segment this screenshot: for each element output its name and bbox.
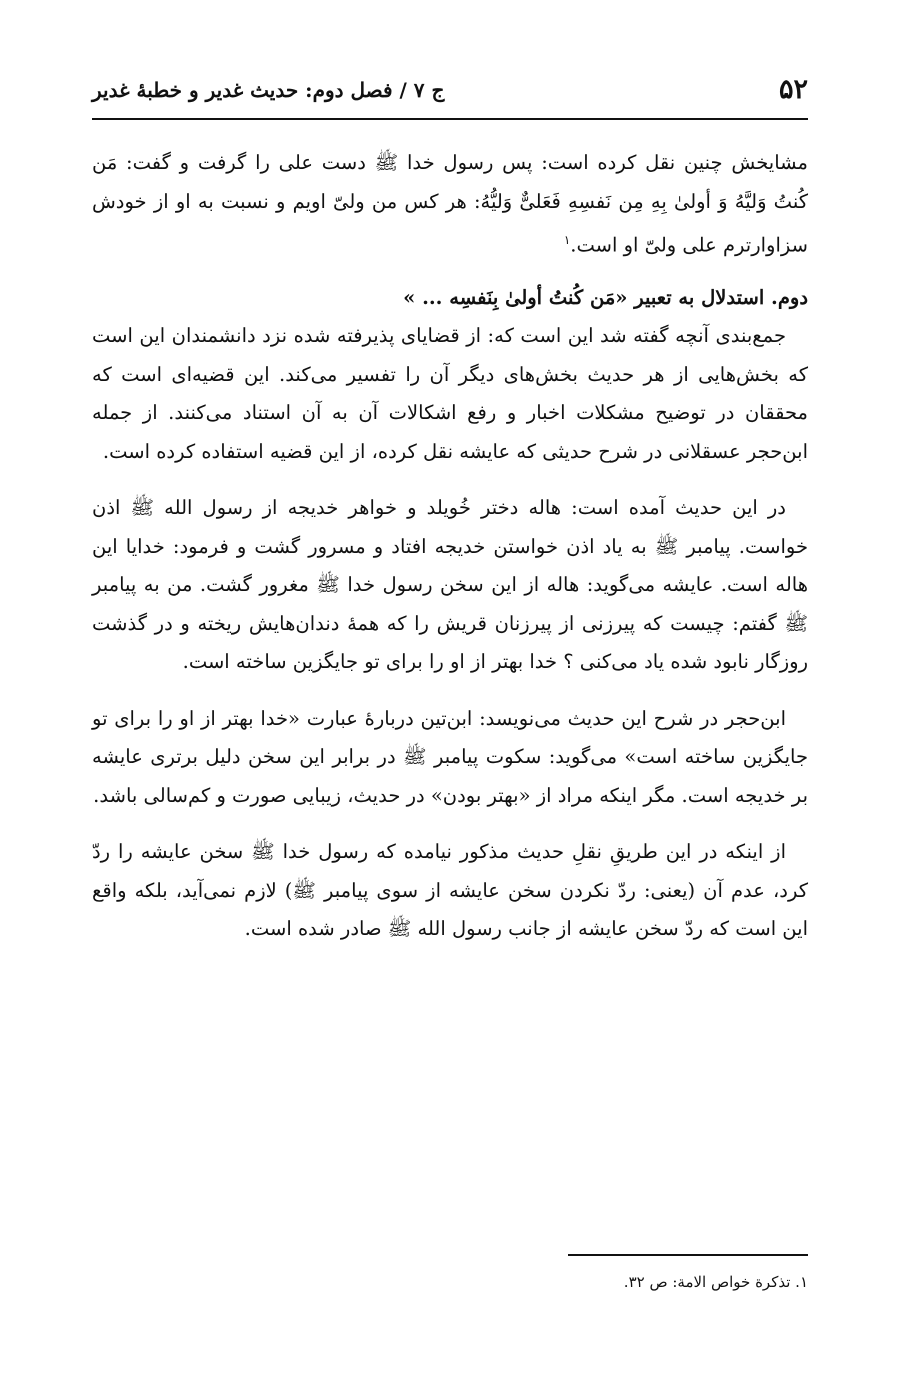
footnote-divider xyxy=(568,1254,808,1256)
paragraph-4: ابن‌حجر در شرح این حدیث می‌نویسد: ابن‌تین دربارهٔ عبارت «خدا بهتر از او را برای تو جایگزین ساخته است» می‌گوید: سکوت پیامبر ﷺ در برابر این سخن دلیل برتری عایشه بر خدیجه است. مگر اینکه مراد از «بهتر بودن» در حدیث، زیبایی صورت و کم‌سالی باشد. xyxy=(92,706,808,807)
running-title: ج ۷ / فصل دوم: حدیث غدیر و خطبهٔ غدیر xyxy=(92,78,445,102)
footnote: ۱. تذکرة خواص الامة: ص ۳۲. xyxy=(623,1273,808,1291)
paragraph-1 xyxy=(92,144,808,265)
page-number: ۵۲ xyxy=(778,74,808,105)
page-header xyxy=(92,68,808,120)
paragraph-2: جمع‌بندی آنچه گفته شد این است که: از قضایای پذیرفته شده نزد دانشمندان این است که بخش‌هایی از هر حدیث بخش‌های دیگر آن را تفسیر می‌کند. این قضیه‌ای است که محققان در توضیح مشکلات اخبار و رفع اشکالات آن به آن استناد می‌کنند. از جمله ابن‌حجر عسقلانی در شرح حدیثی که عایشه نقل کرده، از این قضیه استفاده کرده است. xyxy=(92,324,808,463)
book-page xyxy=(92,68,808,949)
main-text xyxy=(92,144,808,949)
section-heading: دوم. استدلال به تعبیر «مَن کُنتُ أولیٰ بِنَفسِه ... » xyxy=(403,286,808,309)
footnote-reference: ۱ xyxy=(563,233,571,247)
paragraph-5: از اینکه در این طریقِ نقلِ حدیث مذکور نیامده که رسول خدا ﷺ سخن عایشه را ردّ کرد، عدم آن (یعنی: ردّ نکردن سخن عایشه از سوی پیامبر ﷺ) لازم نمی‌آید، بلکه واقع این است که ردّ سخن عایشه از جانب رسول الله ﷺ صادر شده است. xyxy=(92,840,808,940)
paragraph-3: در این حدیث آمده است: هاله دختر خُویلد و خواهر خدیجه از رسول الله ﷺ اذن خواست. پیامبر ﷺ به یاد اذن خواستن خدیجه افتاد و مسرور گشت و فرمود: خدایا این هاله است. عایشه می‌گوید: هاله از این سخن رسول خدا ﷺ مغرور گشت. من به پیامبر ﷺ گفتم: چیست که پیرزنی از پیرزنان قریش را که همهٔ دندان‌هایش ریخته و در گذشت روزگار نابود شده یاد می‌کنی ؟ خدا بهتر از او را برای تو جایگزین ساخته است. xyxy=(92,496,808,673)
paragraph-1-text: مشایخش چنین نقل کرده است: پس رسول خدا ﷺ دست علی را گرفت و گفت: مَن کُنتُ وَلیَّهُ وَ أولیٰ بِهِ مِن نَفسِهِ فَعَلیٌّ وَلیُّهُ: هر کس من ولیّ اویم و نسبت به او از خودش سزاوارترم علی ولیّ او است. xyxy=(92,151,808,257)
